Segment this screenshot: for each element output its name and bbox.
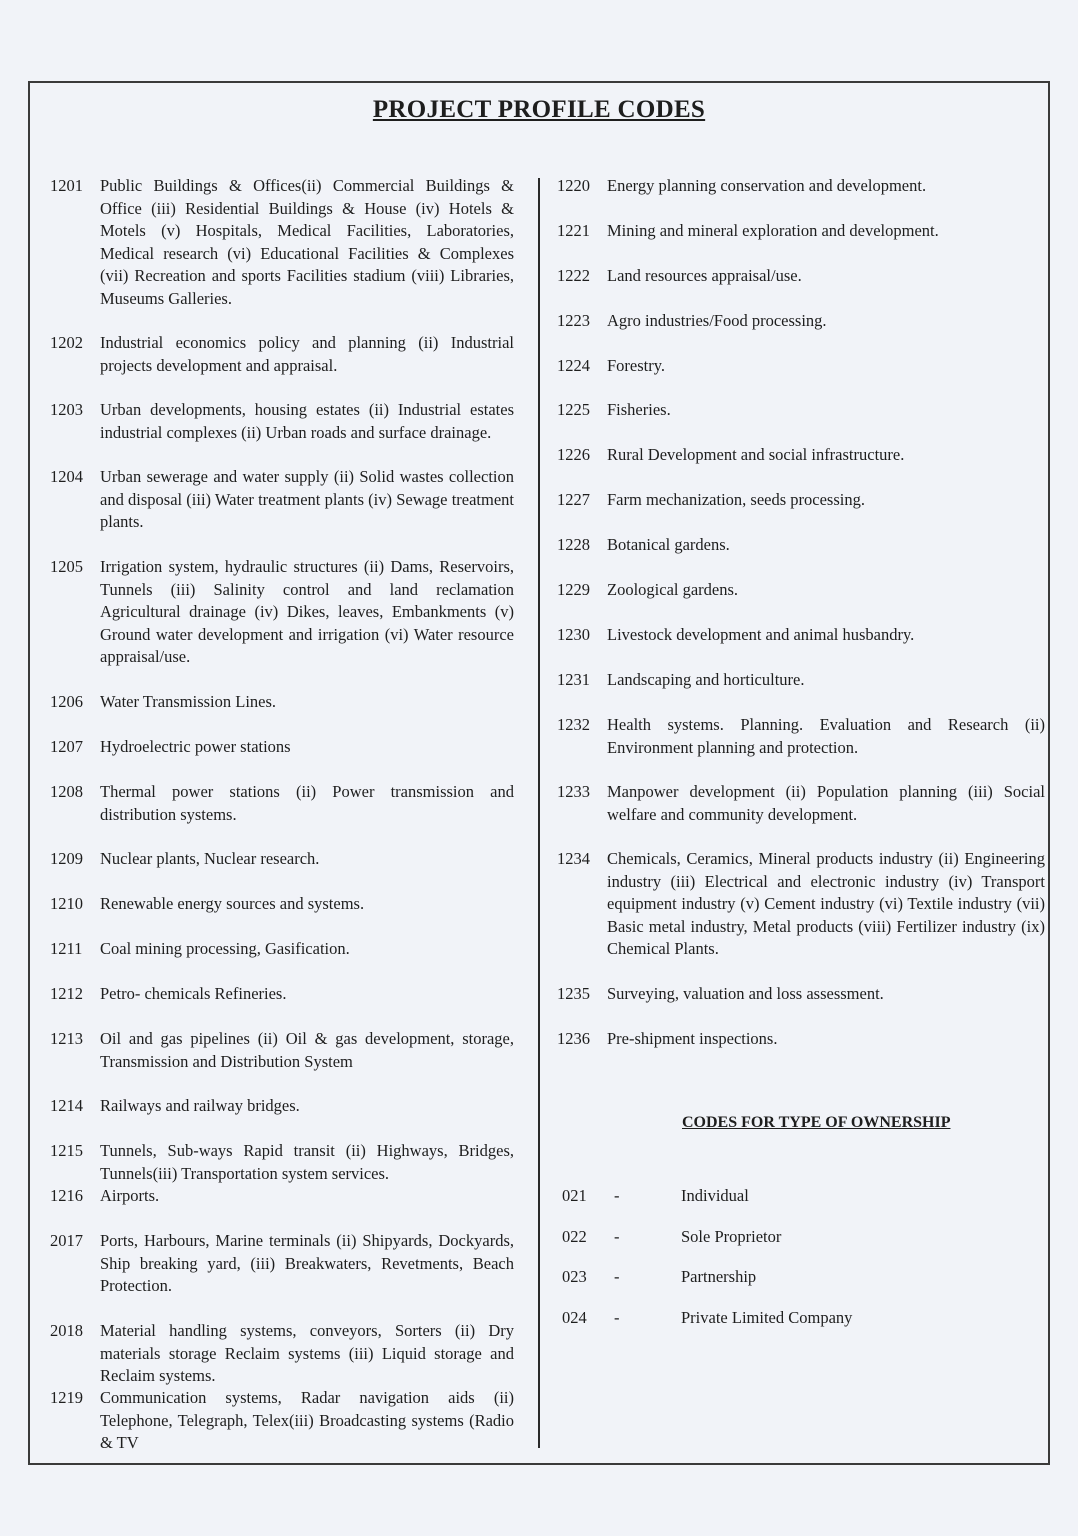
entry-code: 1210 — [50, 894, 83, 913]
ownership-dash: - — [614, 1186, 620, 1205]
code-entry-left-3 — [50, 466, 514, 534]
code-entry-right-11 — [557, 669, 1045, 692]
code-entry-left-9 — [50, 893, 514, 916]
code-entry-left-15 — [50, 1185, 514, 1208]
ownership-label: Partnership — [681, 1267, 757, 1286]
entry-code: 1215 — [50, 1141, 83, 1160]
entry-text: Industrial economics policy and planning (ii) Industrial projects development and appraisal. — [100, 333, 514, 375]
entry-text: Farm mechanization, seeds processing. — [607, 490, 865, 509]
entry-code: 1212 — [50, 984, 83, 1003]
ownership-code: 023 — [562, 1267, 587, 1286]
entry-text: Nuclear plants, Nuclear research. — [100, 849, 320, 868]
entry-code: 1219 — [50, 1388, 83, 1407]
entry-code: 1206 — [50, 692, 83, 711]
ownership-row-022 — [562, 1227, 962, 1251]
code-entry-left-11 — [50, 983, 514, 1006]
entry-text: Manpower development (ii) Population planning (iii) Social welfare and community development. — [607, 782, 1045, 824]
entry-text: Hydroelectric power stations — [100, 737, 291, 756]
entry-code: 1233 — [557, 782, 590, 801]
code-entry-right-7 — [557, 489, 1045, 512]
code-entry-right-0 — [557, 175, 1045, 198]
code-entry-left-0 — [50, 175, 514, 310]
page-title: PROJECT PROFILE CODES — [372, 96, 706, 123]
entry-text: Forestry. — [607, 356, 666, 375]
entry-text: Irrigation system, hydraulic structures (ii) Dams, Reservoirs, Tunnels (iii) Salinity control and land reclamation Agricultural drainage (iv) Dikes, leaves, Embankments (v) Ground water development and irrigation (vi) Water resource appraisal/use. — [100, 557, 514, 666]
code-entry-left-13 — [50, 1095, 514, 1118]
entry-code: 1231 — [557, 670, 590, 689]
entry-code: 1202 — [50, 333, 83, 352]
code-entry-left-10 — [50, 938, 514, 961]
ownership-dash: - — [614, 1308, 620, 1327]
entry-code: 1214 — [50, 1096, 83, 1115]
entry-code: 1201 — [50, 176, 83, 195]
ownership-label: Private Limited Company — [681, 1308, 853, 1327]
entry-code: 2017 — [50, 1231, 83, 1250]
entry-text: Renewable energy sources and systems. — [100, 894, 365, 913]
entry-code: 1216 — [50, 1186, 83, 1205]
code-entry-right-4 — [557, 355, 1045, 378]
code-entry-right-9 — [557, 579, 1045, 602]
entry-text: Airports. — [100, 1186, 160, 1205]
entry-code: 1225 — [557, 400, 590, 419]
ownership-label: Individual — [681, 1186, 749, 1205]
entry-text: Health systems. Planning. Evaluation and Research (ii) Environment planning and protection. — [607, 715, 1045, 757]
code-entry-right-8 — [557, 534, 1045, 557]
code-entry-left-18 — [50, 1387, 514, 1455]
code-entry-right-15 — [557, 983, 1045, 1006]
entry-text: Oil and gas pipelines (ii) Oil & gas development, storage, Transmission and Distribution System — [100, 1029, 514, 1071]
code-entry-left-16 — [50, 1230, 514, 1298]
entry-text: Tunnels, Sub-ways Rapid transit (ii) Highways, Bridges, Tunnels(iii) Transportation system services. — [100, 1141, 514, 1183]
entry-code: 1209 — [50, 849, 83, 868]
entry-code: 1224 — [557, 356, 590, 375]
entry-code: 1203 — [50, 400, 83, 419]
code-entry-left-5 — [50, 691, 514, 714]
entry-text: Land resources appraisal/use. — [607, 266, 802, 285]
entry-text: Public Buildings & Offices(ii) Commercial Buildings & Office (iii) Residential Buildings & House (iv) Hotels & Motels (v) Hospitals, Medical Facilities, Laboratories, Medical research (vi) Educational Facilities & Complexes (vii) Recreation and sports Facilities stadium (viii) Libraries, Museums Galleries. — [100, 176, 514, 308]
ownership-dash: - — [614, 1227, 620, 1246]
entry-code: 1232 — [557, 715, 590, 734]
code-entry-left-17 — [50, 1320, 514, 1388]
ownership-code: 021 — [562, 1186, 587, 1205]
entry-text: Livestock development and animal husbandry. — [607, 625, 915, 644]
entry-code: 2018 — [50, 1321, 83, 1340]
entry-text: Zoological gardens. — [607, 580, 739, 599]
entry-text: Fisheries. — [607, 400, 671, 419]
entry-code: 1222 — [557, 266, 590, 285]
code-entry-right-5 — [557, 399, 1045, 422]
ownership-dash: - — [614, 1267, 620, 1286]
entry-text: Coal mining processing, Gasification. — [100, 939, 350, 958]
entry-code: 1227 — [557, 490, 590, 509]
code-entry-left-12 — [50, 1028, 514, 1073]
ownership-code: 024 — [562, 1308, 587, 1327]
entry-text: Mining and mineral exploration and development. — [607, 221, 939, 240]
entry-code: 1205 — [50, 557, 83, 576]
code-entry-left-14 — [50, 1140, 514, 1185]
ownership-title: CODES FOR TYPE OF OWNERSHIP — [682, 1114, 951, 1131]
entry-code: 1228 — [557, 535, 590, 554]
entry-code: 1235 — [557, 984, 590, 1003]
entry-code: 1226 — [557, 445, 590, 464]
column-divider — [538, 178, 540, 1448]
code-entry-left-2 — [50, 399, 514, 444]
entry-code: 1220 — [557, 176, 590, 195]
code-entry-right-12 — [557, 714, 1045, 759]
entry-code: 1213 — [50, 1029, 83, 1048]
entry-code: 1221 — [557, 221, 590, 240]
entry-text: Energy planning conservation and development. — [607, 176, 927, 195]
entry-text: Petro- chemicals Refineries. — [100, 984, 287, 1003]
ownership-row-024 — [562, 1308, 962, 1332]
code-entry-right-14 — [557, 848, 1045, 961]
entry-text: Ports, Harbours, Marine terminals (ii) Shipyards, Dockyards, Ship breaking yard, (iii) Breakwaters, Revetments, Beach Protection. — [100, 1231, 514, 1295]
code-entry-right-16 — [557, 1028, 1045, 1051]
code-entry-left-1 — [50, 332, 514, 377]
code-entry-right-10 — [557, 624, 1045, 647]
code-entry-right-6 — [557, 444, 1045, 467]
code-entry-left-7 — [50, 781, 514, 826]
code-entry-right-1 — [557, 220, 1045, 243]
entry-code: 1208 — [50, 782, 83, 801]
entry-code: 1234 — [557, 849, 590, 868]
entry-text: Rural Development and social infrastructure. — [607, 445, 905, 464]
entry-text: Thermal power stations (ii) Power transmission and distribution systems. — [100, 782, 514, 824]
entry-text: Urban sewerage and water supply (ii) Solid wastes collection and disposal (iii) Water treatment plants (iv) Sewage treatment plants. — [100, 467, 514, 531]
code-entry-right-13 — [557, 781, 1045, 826]
entry-code: 1223 — [557, 311, 590, 330]
entry-text: Surveying, valuation and loss assessment. — [607, 984, 884, 1003]
code-entry-left-4 — [50, 556, 514, 669]
entry-code: 1204 — [50, 467, 83, 486]
entry-text: Pre-shipment inspections. — [607, 1029, 778, 1048]
entry-text: Material handling systems, conveyors, Sorters (ii) Dry materials storage Reclaim systems (iii) Liquid storage and Reclaim systems. — [100, 1321, 514, 1385]
entry-code: 1211 — [50, 939, 83, 958]
entry-text: Agro industries/Food processing. — [607, 311, 827, 330]
code-entry-right-3 — [557, 310, 1045, 333]
code-entry-right-2 — [557, 265, 1045, 288]
entry-code: 1236 — [557, 1029, 590, 1048]
entry-text: Water Transmission Lines. — [100, 692, 277, 711]
entry-text: Chemicals, Ceramics, Mineral products industry (ii) Engineering industry (iii) Electrical and electronic industry (iv) Transport equipment industry (v) Cement industry (vi) Textile industry (vii) Basic metal industry, Metal products (viii) Fertilizer industry (ix) Chemical Plants. — [607, 849, 1045, 958]
ownership-row-021 — [562, 1186, 962, 1210]
entry-text: Landscaping and horticulture. — [607, 670, 805, 689]
ownership-row-023 — [562, 1267, 962, 1291]
code-entry-left-8 — [50, 848, 514, 871]
entry-code: 1230 — [557, 625, 590, 644]
entry-code: 1207 — [50, 737, 83, 756]
entry-text: Botanical gardens. — [607, 535, 730, 554]
ownership-code: 022 — [562, 1227, 587, 1246]
entry-text: Railways and railway bridges. — [100, 1096, 300, 1115]
entry-text: Communication systems, Radar navigation aids (ii) Telephone, Telegraph, Telex(iii) Broadcasting systems (Radio & TV — [100, 1388, 514, 1452]
ownership-label: Sole Proprietor — [681, 1227, 782, 1246]
entry-text: Urban developments, housing estates (ii) Industrial estates industrial complexes (ii) Urban roads and surface drainage. — [100, 400, 514, 442]
entry-code: 1229 — [557, 580, 590, 599]
code-entry-left-6 — [50, 736, 514, 759]
